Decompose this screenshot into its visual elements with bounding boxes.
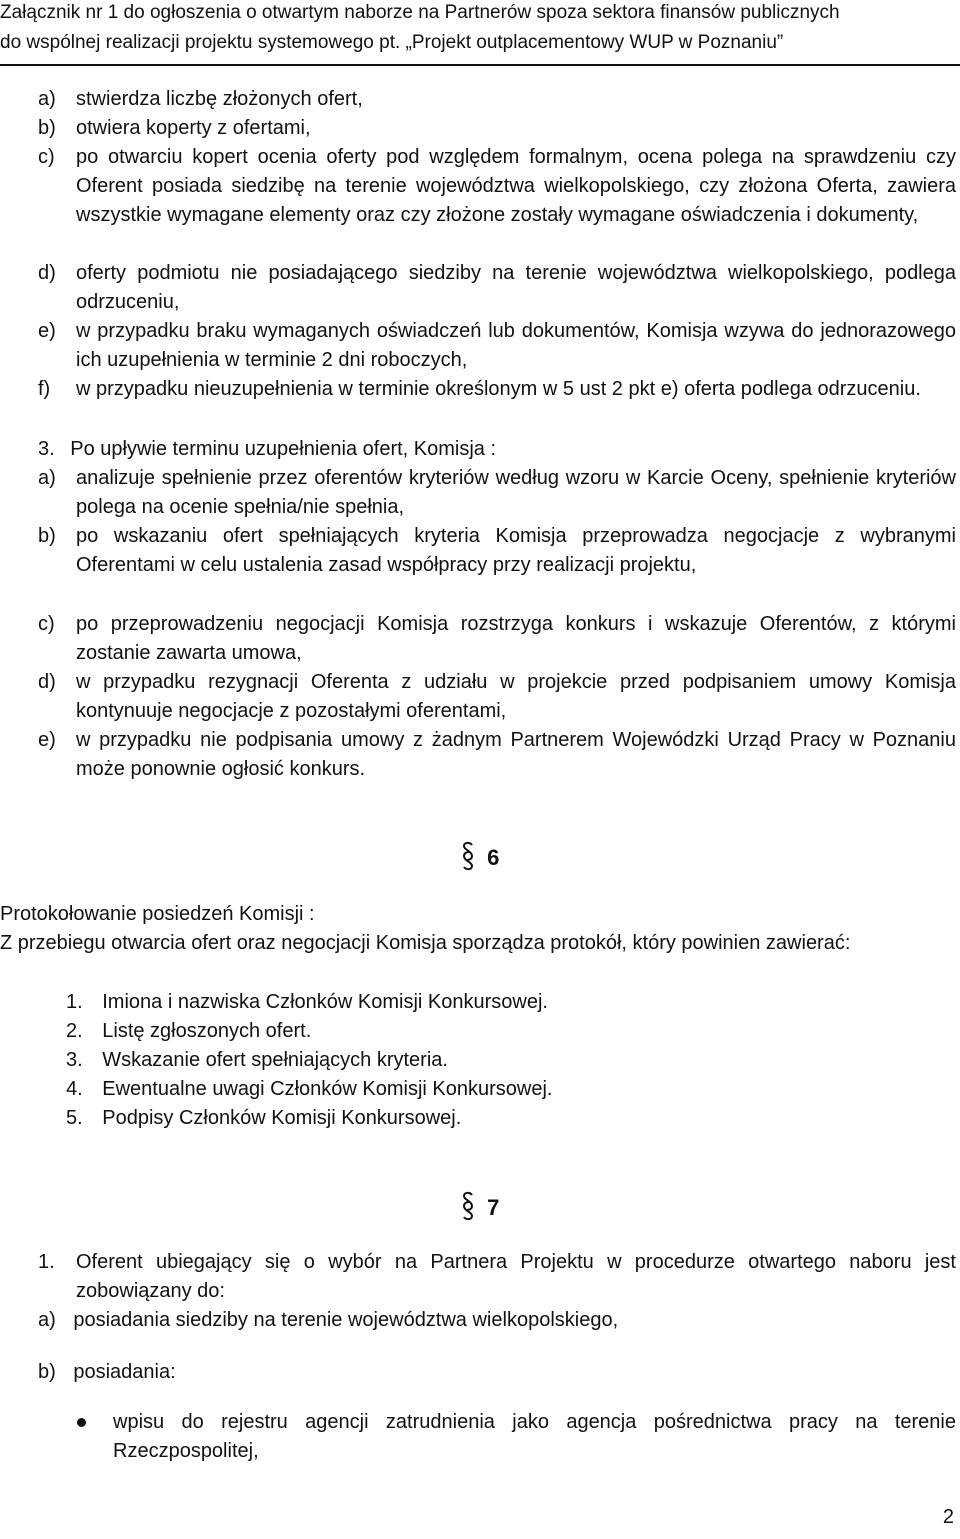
list-item-label: 3. — [66, 1049, 83, 1071]
section-sign-icon — [461, 841, 475, 871]
header-line-2: do wspólnej realizacji projektu systemowego pt. „Projekt outplacementowy WUP w Poznaniu” — [0, 32, 784, 53]
list-item-label: 5. — [66, 1107, 83, 1129]
point-3 — [38, 435, 496, 464]
bullet-item-text: wpisu do rejestru agencji zatrudnienia jako agencja pośrednictwa pracy na terenie Rzeczpospolitej, — [113, 1411, 956, 1462]
list-item — [66, 1104, 461, 1133]
list-item-label: d) — [38, 671, 56, 693]
point-1 — [38, 1248, 956, 1306]
list-item — [38, 317, 956, 375]
list-item-label: 4. — [66, 1078, 83, 1100]
list-item — [66, 988, 548, 1017]
point-text: Oferent ubiegający się o wybór na Partnera Projektu w procedurze otwartego naboru jest zobowiązany do: — [76, 1251, 956, 1302]
list-item-label: a) — [38, 88, 56, 110]
list-item — [66, 1017, 311, 1046]
list-item-label: 2. — [66, 1020, 83, 1042]
list-item-text: otwiera koperty z ofertami, — [76, 117, 311, 139]
list-item-label: b) — [38, 1361, 56, 1383]
section-number: 6 — [487, 845, 500, 870]
section-number: 7 — [487, 1195, 500, 1220]
section-7-heading — [461, 1191, 499, 1221]
list-item-label: f) — [38, 378, 51, 400]
list-item-label: c) — [38, 146, 55, 168]
point-3-text: Po upływie terminu uzupełnienia ofert, Komisja : — [70, 438, 497, 460]
list-item — [38, 114, 956, 143]
list-item-label: 1. — [66, 991, 83, 1013]
list-item-label: a) — [38, 1309, 56, 1331]
section-sign-icon — [461, 1191, 475, 1221]
list-item-label: e) — [38, 729, 56, 751]
list-item — [38, 610, 956, 668]
list-item-label: a) — [38, 467, 56, 489]
protocol-intro-text: Z przebiegu otwarcia ofert oraz negocjacji Komisja sporządza protokół, który powinien zawierać: — [0, 932, 851, 954]
list-item-text: Listę zgłoszonych ofert. — [102, 1020, 312, 1042]
list-item-text: Ewentualne uwagi Członków Komisji Konkursowej. — [102, 1078, 553, 1100]
list-item-text: w przypadku rezygnacji Oferenta z udziału w projekcie przed podpisaniem umowy Komisja kontynuuje negocjacje z pozostałymi oferentami, — [76, 671, 956, 722]
list-item-text: posiadania: — [73, 1361, 176, 1383]
section-6-heading — [461, 841, 499, 871]
list-item-text: po przeprowadzeniu negocjacji Komisja rozstrzyga konkurs i wskazuje Oferentów, z którymi zostanie zawarta umowa, — [76, 613, 956, 664]
list-item — [66, 1075, 552, 1104]
list-item-text: oferty podmiotu nie posiadającego siedziby na terenie województwa wielkopolskiego, podlega odrzuceniu, — [76, 262, 956, 313]
header-rule — [0, 64, 960, 66]
list-item-text: po wskazaniu ofert spełniających kryteria Komisja przeprowadza negocjacje z wybranymi Oferentami w celu ustalenia zasad współpracy przy realizacji projektu, — [76, 525, 956, 576]
list-item-text: w przypadku nieuzupełnienia w terminie określonym w 5 ust 2 pkt e) oferta podlega odrzuceniu. — [76, 378, 921, 400]
list-item-text: Podpisy Członków Komisji Konkursowej. — [102, 1107, 462, 1129]
list-item-label: b) — [38, 525, 56, 547]
bullet-item — [113, 1408, 956, 1466]
list-item-label: c) — [38, 613, 55, 635]
list-item — [38, 259, 956, 317]
list-item-text: analizuje spełnienie przez oferentów kryteriów według wzoru w Karcie Oceny, spełnienie kryteriów polega na ocenie spełnia/nie spełnia, — [76, 467, 956, 518]
list-item — [38, 1358, 176, 1387]
list-item-text: Imiona i nazwiska Członków Komisji Konkursowej. — [102, 991, 548, 1013]
list-item-text: w przypadku braku wymaganych oświadczeń lub dokumentów, Komisja wzywa do jednorazowego ich uzupełnienia w terminie 2 dni roboczych, — [76, 320, 956, 371]
list-item-text: posiadania siedziby na terenie województwa wielkopolskiego, — [73, 1309, 619, 1331]
list-item-text: w przypadku nie podpisania umowy z żadnym Partnerem Wojewódzki Urząd Pracy w Poznaniu może ponownie ogłosić konkurs. — [76, 729, 956, 780]
protocol-intro — [0, 929, 956, 958]
list-item — [38, 375, 956, 404]
list-item — [38, 464, 956, 522]
list-item — [38, 726, 956, 784]
list-item — [38, 143, 956, 230]
bullet-icon — [77, 1418, 86, 1427]
page-number: 2 — [942, 1506, 954, 1528]
list-item-label: d) — [38, 262, 56, 284]
list-item-text: stwierdza liczbę złożonych ofert, — [76, 88, 363, 110]
list-item — [38, 522, 956, 580]
protocol-heading: Protokołowanie posiedzeń Komisji : — [0, 903, 315, 925]
list-item — [38, 668, 956, 726]
point-label: 1. — [38, 1251, 55, 1273]
list-item-label: e) — [38, 320, 56, 342]
list-item-label: b) — [38, 117, 56, 139]
list-item-text: Wskazanie ofert spełniających kryteria. — [102, 1049, 448, 1071]
list-item-text: po otwarciu kopert ocenia oferty pod względem formalnym, ocena polega na sprawdzeniu czy Oferent posiada siedzibę na terenie województwa wielkopolskiego, czy złożona Oferta, zawiera wszystkie wymagane elementy oraz czy złożone zostały wymagane oświadczenia i dokumenty, — [76, 146, 956, 226]
header-line-1: Załącznik nr 1 do ogłoszenia o otwartym naborze na Partnerów spoza sektora finansów publicznych — [0, 2, 840, 23]
list-item — [38, 85, 956, 114]
list-item — [66, 1046, 448, 1075]
list-item — [38, 1306, 618, 1335]
point-3-label: 3. — [38, 438, 55, 460]
